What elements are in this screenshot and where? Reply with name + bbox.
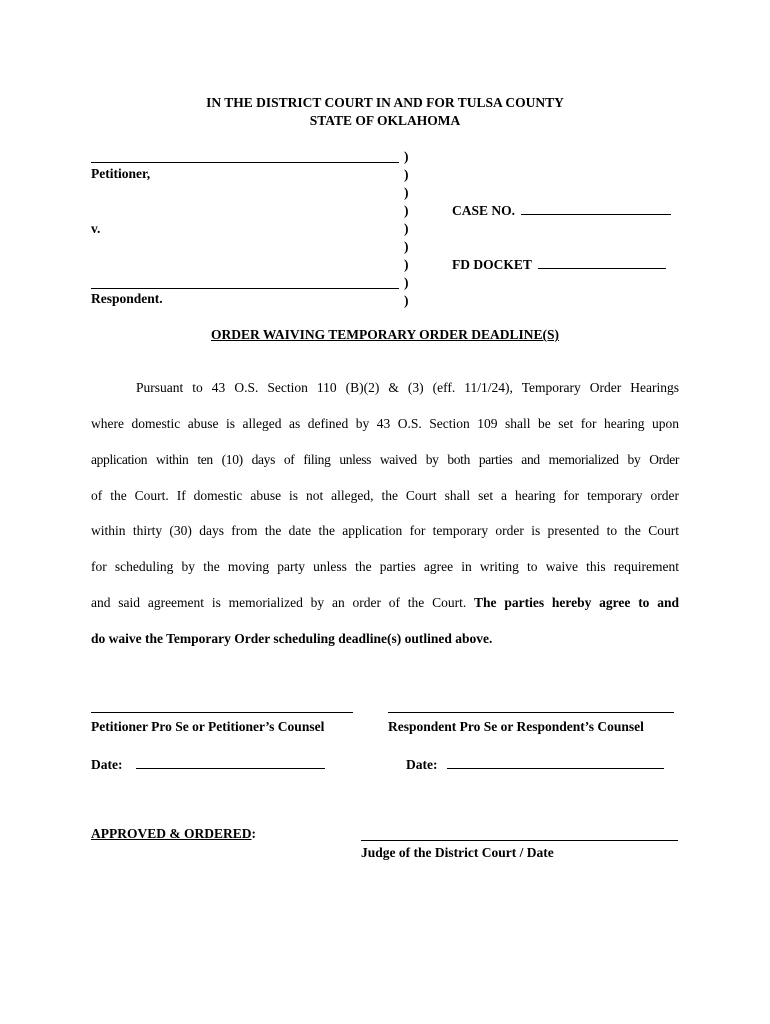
respondent-name-line [91,288,399,289]
body-line-1: Pursuant to 43 O.S. Section 110 (B)(2) & (3) (eff. 11/1/24), Temporary Order Hearings [136,380,679,395]
versus-label: v. [91,221,101,236]
body-line-7 [91,595,679,611]
court-heading: IN THE DISTRICT COURT IN AND FOR TULSA COUNTY [206,95,564,110]
caption-paren: ) [404,149,409,164]
petitioner-name-line [91,162,399,163]
body-line-5: within thirty (30) days from the date the application for temporary order is presented to the Court [91,523,679,538]
body-line-2: where domestic abuse is alleged as defined by 43 O.S. Section 109 shall be set for hearing upon [91,416,679,431]
body-line-7-normal: and said agreement is memorialized by an order of the Court. [91,595,475,610]
respondent-signature-line[interactable] [388,712,674,713]
petitioner-date-field [91,756,325,773]
case-number-field [452,202,671,219]
state-heading: STATE OF OKLAHOMA [309,113,461,128]
body-line-8: do waive the Temporary Order scheduling deadline(s) outlined above. [91,631,493,646]
respondent-signature-label: Respondent Pro Se or Respondent’s Counsel [388,719,644,734]
body-line-4: of the Court. If domestic abuse is not alleged, the Court shall set a hearing for temporary order [91,488,679,503]
petitioner-date-label: Date: [91,757,123,772]
agreement-bold-text: The parties hereby agree to and [474,595,679,610]
petitioner-signature-label: Petitioner Pro Se or Petitioner’s Counsel [91,719,325,734]
judge-signature-line[interactable] [361,840,678,841]
caption-parenthesis-column [404,148,418,310]
caption-paren: ) [404,239,409,254]
body-line-3: application within ten (10) days of filing unless waived by both parties and memorialized by Order [91,452,679,467]
case-number-blank[interactable] [521,202,671,215]
respondent-date-blank[interactable] [447,756,664,769]
order-title: ORDER WAIVING TEMPORARY ORDER DEADLINE(S) [210,327,560,342]
caption-paren: ) [404,221,409,236]
caption-paren: ) [404,203,409,218]
caption-paren: ) [404,167,409,182]
judge-signature-label: Judge of the District Court / Date [361,845,554,860]
caption-paren: ) [404,293,409,308]
fd-docket-field [452,256,666,273]
body-line-6: for scheduling by the moving party unless the parties agree in writing to waive this requirement [91,559,679,574]
caption-paren: ) [404,257,409,272]
petitioner-label: Petitioner, [91,166,151,181]
fd-docket-label: FD DOCKET [452,257,532,272]
respondent-date-field [406,756,664,773]
petitioner-date-blank[interactable] [136,756,325,769]
respondent-label: Respondent. [91,291,163,306]
caption-paren: ) [404,275,409,290]
fd-docket-blank[interactable] [538,256,666,269]
petitioner-signature-line[interactable] [91,712,353,713]
case-number-label: CASE NO. [452,203,516,218]
caption-paren: ) [404,185,409,200]
respondent-date-label: Date: [406,757,438,772]
approved-ordered-label: APPROVED & ORDERED: [91,826,256,841]
